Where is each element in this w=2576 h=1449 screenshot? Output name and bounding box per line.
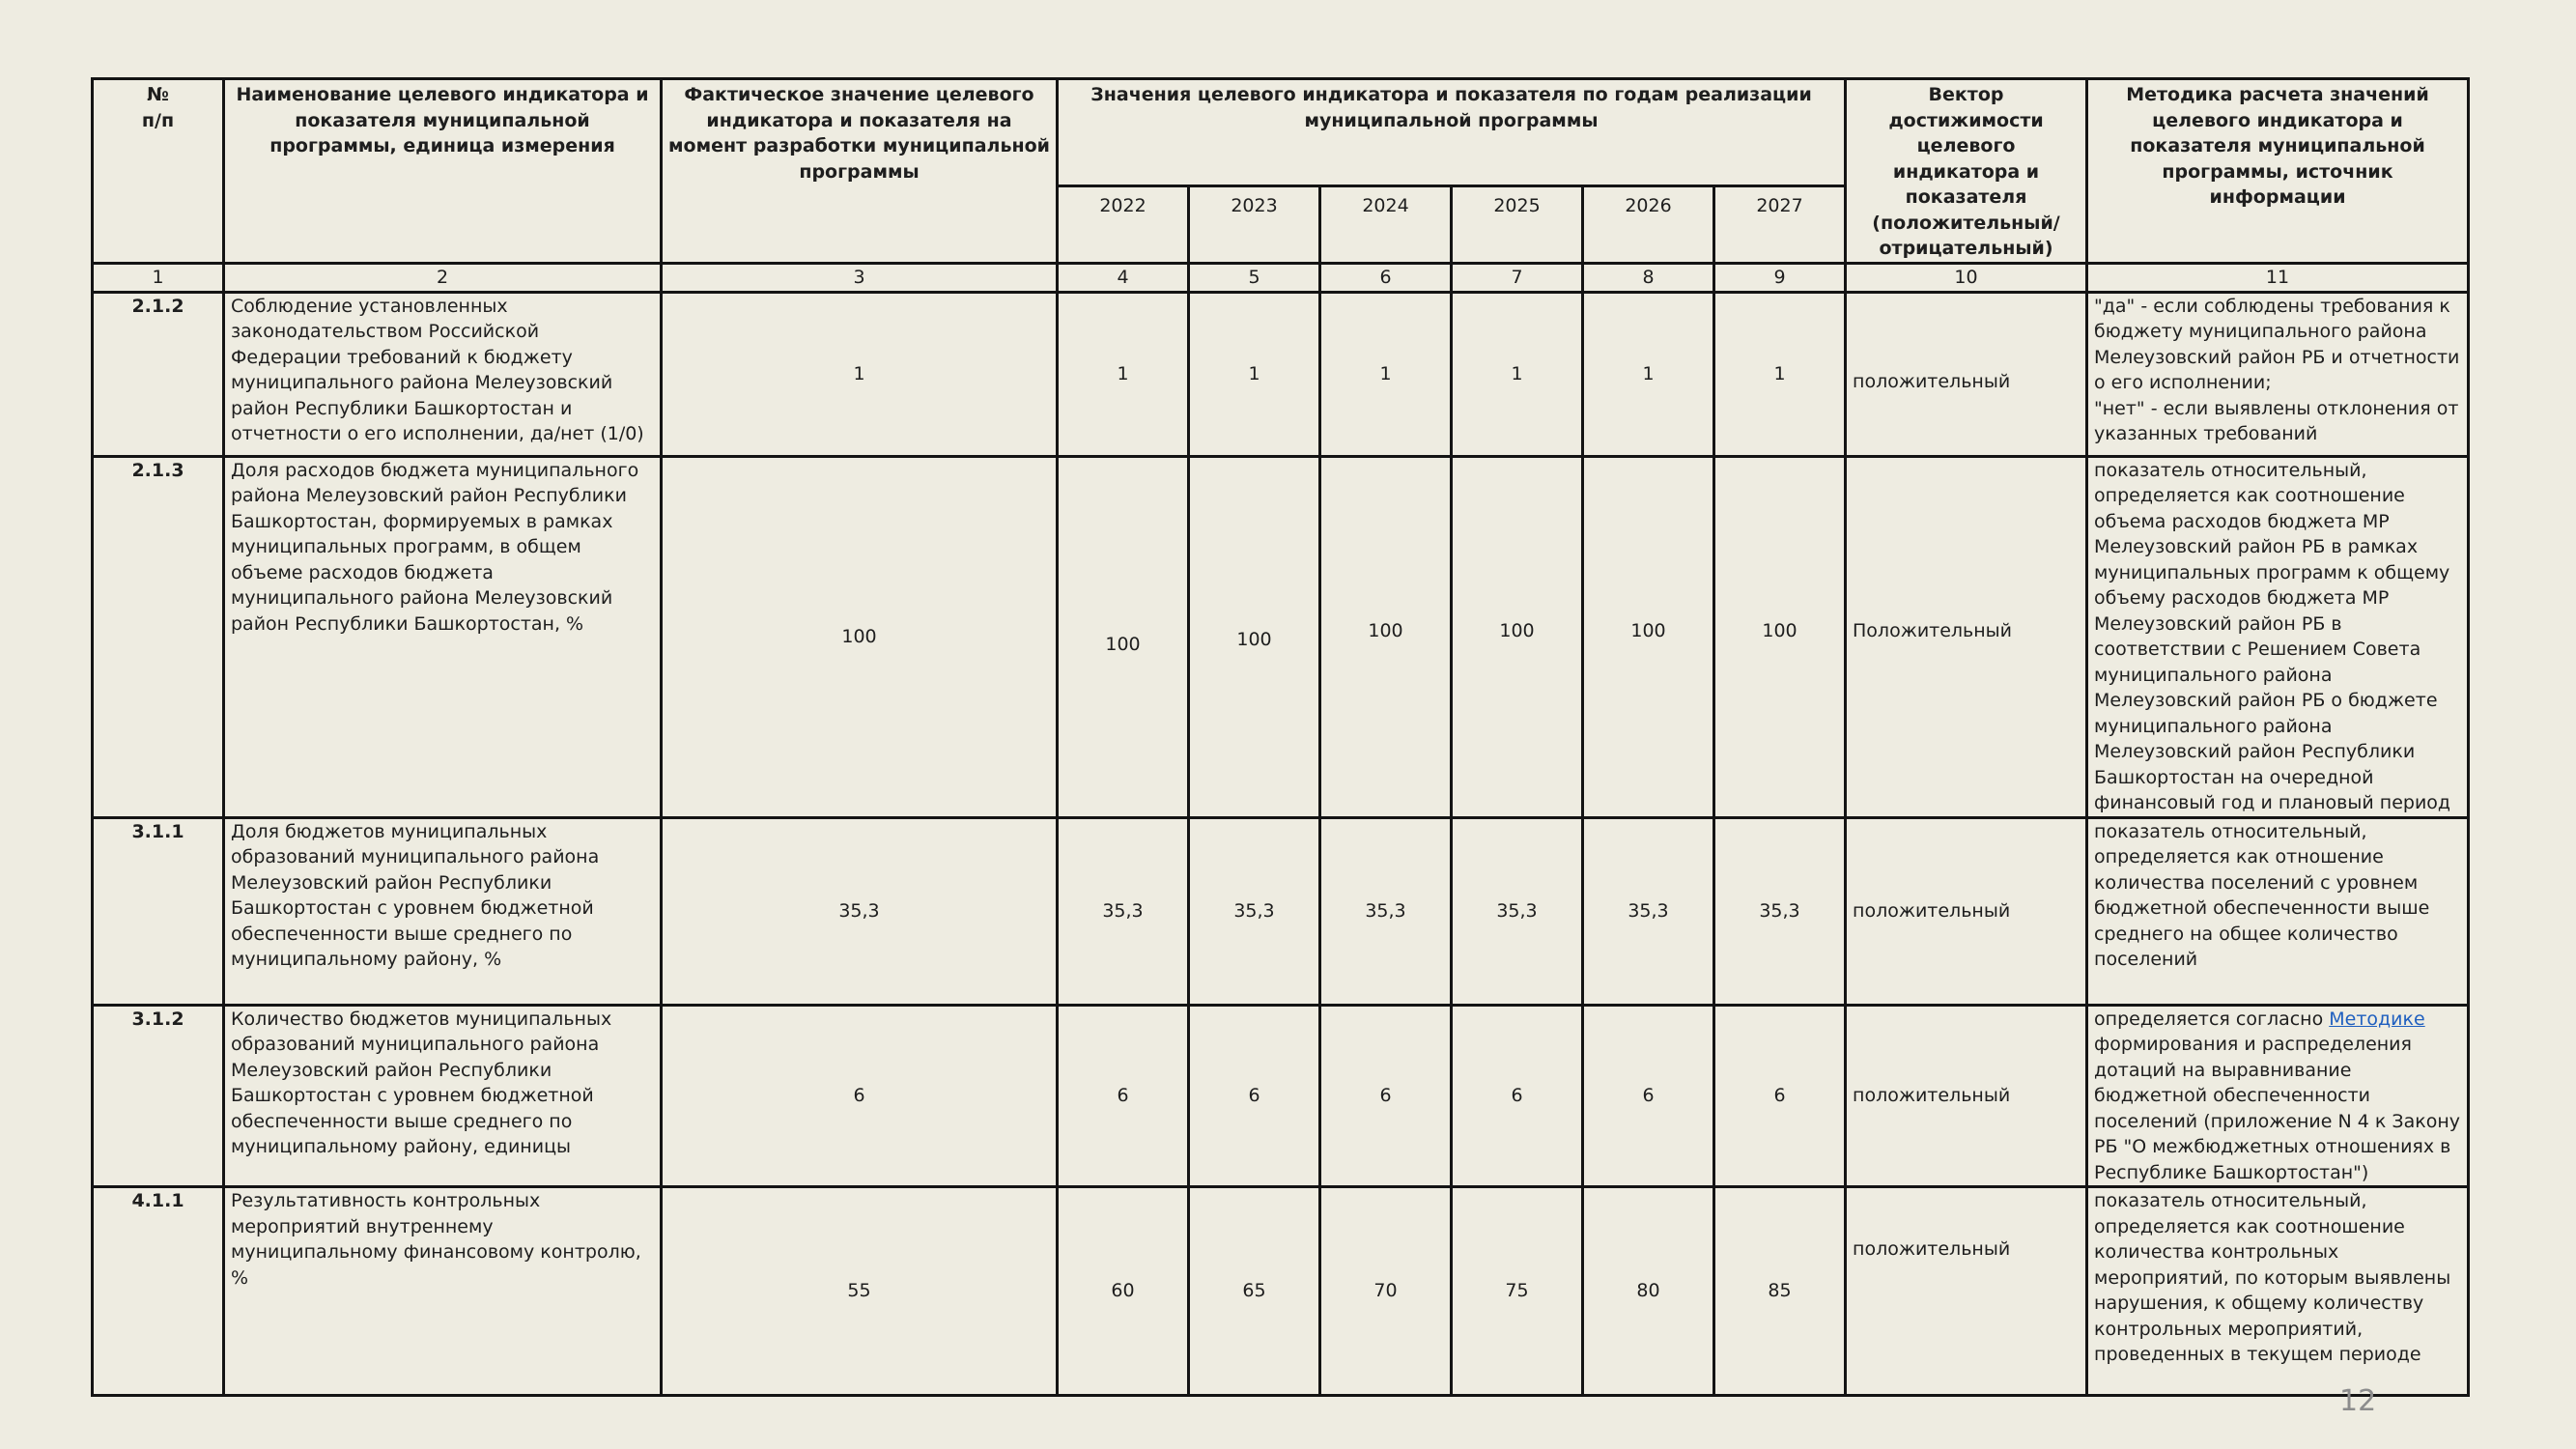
year-value: 60	[1058, 1187, 1189, 1396]
header-num: № п/п	[93, 79, 224, 264]
header-row	[93, 79, 2469, 186]
year-value: 35,3	[1058, 817, 1189, 1005]
header-name: Наименование целевого индикатора и показателя муниципальной программы, единица измерения	[224, 79, 662, 264]
header-year: 2022	[1058, 186, 1189, 263]
column-number: 2	[224, 263, 662, 292]
methodology-link[interactable]: Методике	[2329, 1008, 2425, 1030]
year-value: 1	[1189, 292, 1320, 456]
table-row	[93, 1005, 2469, 1187]
year-value: 100	[1058, 456, 1189, 817]
year-value: 35,3	[1583, 817, 1714, 1005]
indicator-name: Доля бюджетов муниципальных образований муниципального района Мелеузовский район Республики Башкортостан с уровнем бюджетной обеспеченности выше среднего по муниципальному району, %	[224, 817, 662, 1005]
header-years-group: Значения целевого индикатора и показателя по годам реализации муниципальной программы	[1058, 79, 1846, 186]
vector-value: Положительный	[1846, 456, 2087, 817]
header-year: 2023	[1189, 186, 1320, 263]
year-value: 70	[1320, 1187, 1452, 1396]
method-text: формирования и распределения дотаций на выравнивание бюджетной обеспеченности поселений (приложение N 4 к Закону РБ "О межбюджетных отношениях в Республике Башкортостан")	[2094, 1034, 2460, 1183]
year-value: 6	[1583, 1005, 1714, 1187]
method-text: "да" - если соблюдены требования к бюджету муниципального района Мелеузовский район РБ и отчетности о его исполнении; "нет" - если выявлены отклонения от указанных требований	[2087, 292, 2469, 456]
column-number: 11	[2087, 263, 2469, 292]
column-number: 10	[1846, 263, 2087, 292]
actual-value: 35,3	[662, 817, 1058, 1005]
column-number: 6	[1320, 263, 1452, 292]
year-value: 6	[1058, 1005, 1189, 1187]
table-row	[93, 292, 2469, 456]
vector-value: положительный	[1846, 817, 2087, 1005]
year-value: 1	[1058, 292, 1189, 456]
row-number: 2.1.2	[93, 292, 224, 456]
row-number: 3.1.2	[93, 1005, 224, 1187]
year-value: 35,3	[1189, 817, 1320, 1005]
year-value: 75	[1452, 1187, 1583, 1396]
year-value: 85	[1714, 1187, 1846, 1396]
table-row	[93, 817, 2469, 1005]
indicators-table	[91, 77, 2470, 1397]
actual-value: 100	[662, 456, 1058, 817]
year-value: 6	[1320, 1005, 1452, 1187]
header-actual: Фактическое значение целевого индикатора и показателя на момент разработки муниципальной программы	[662, 79, 1058, 264]
method-text: показатель относительный, определяется как соотношение количества контрольных мероприятий, по которым выявлены нарушения, к общему количеству контрольных мероприятий, проведенных в текущем периоде	[2087, 1187, 2469, 1396]
year-value: 6	[1189, 1005, 1320, 1187]
indicator-name: Доля расходов бюджета муниципального района Мелеузовский район Республики Башкортостан, формируемых в рамках муниципальных программ, в общем объеме расходов бюджета муниципального района Мелеузовский район Республики Башкортостан, %	[224, 456, 662, 817]
year-value: 80	[1583, 1187, 1714, 1396]
header-method: Методика расчета значений целевого индикатора и показателя муниципальной программы, источник информации	[2087, 79, 2469, 264]
year-value: 100	[1583, 456, 1714, 817]
table-row	[93, 1187, 2469, 1396]
year-value: 6	[1452, 1005, 1583, 1187]
method-text: показатель относительный, определяется как отношение количества поселений с уровнем бюджетной обеспеченности выше среднего на общее количество поселений	[2087, 817, 2469, 1005]
page-number: 12	[2339, 1384, 2377, 1418]
header-year: 2025	[1452, 186, 1583, 263]
year-value: 35,3	[1452, 817, 1583, 1005]
year-value: 35,3	[1714, 817, 1846, 1005]
column-number: 7	[1452, 263, 1583, 292]
year-value: 1	[1583, 292, 1714, 456]
column-number: 4	[1058, 263, 1189, 292]
year-value: 1	[1320, 292, 1452, 456]
row-number: 2.1.3	[93, 456, 224, 817]
indicator-name: Результативность контрольных мероприятий внутреннему муниципальному финансовому контролю, %	[224, 1187, 662, 1396]
year-value: 1	[1452, 292, 1583, 456]
year-value: 65	[1189, 1187, 1320, 1396]
column-number: 5	[1189, 263, 1320, 292]
header-year: 2027	[1714, 186, 1846, 263]
header-year: 2024	[1320, 186, 1452, 263]
vector-value: положительный	[1846, 292, 2087, 456]
method-text: показатель относительный, определяется как соотношение объема расходов бюджета МР Мелеузовский район РБ в рамках муниципальных программ к общему объему расходов бюджета МР Мелеузовский район РБ в соответствии с Решением Совета муниципального района Мелеузовский район РБ о бюджете муниципального района Мелеузовский район Республики Башкортостан на очередной финансовый год и плановый период	[2087, 456, 2469, 817]
indicator-name: Соблюдение установленных законодательством Российской Федерации требований к бюджету муниципального района Мелеузовский район Республики Башкортостан и отчетности о его исполнении, да/нет (1/0)	[224, 292, 662, 456]
year-value: 100	[1714, 456, 1846, 817]
method-cell	[2087, 1005, 2469, 1187]
year-value: 100	[1189, 456, 1320, 817]
year-value: 100	[1452, 456, 1583, 817]
year-value: 6	[1714, 1005, 1846, 1187]
column-number: 1	[93, 263, 224, 292]
row-number: 4.1.1	[93, 1187, 224, 1396]
vector-value: положительный	[1846, 1005, 2087, 1187]
table-row	[93, 456, 2469, 817]
vector-value: положительный	[1846, 1187, 2087, 1396]
header-year: 2026	[1583, 186, 1714, 263]
year-value: 35,3	[1320, 817, 1452, 1005]
column-number: 8	[1583, 263, 1714, 292]
actual-value: 55	[662, 1187, 1058, 1396]
column-number: 3	[662, 263, 1058, 292]
method-text-prefix: определяется согласно	[2094, 1008, 2330, 1030]
header-vector: Вектор достижимости целевого индикатора и показателя (положительный/отрицательный)	[1846, 79, 2087, 264]
column-number: 9	[1714, 263, 1846, 292]
actual-value: 6	[662, 1005, 1058, 1187]
year-value: 1	[1714, 292, 1846, 456]
year-value: 100	[1320, 456, 1452, 817]
column-number-row	[93, 263, 2469, 292]
indicator-name: Количество бюджетов муниципальных образований муниципального района Мелеузовский район Республики Башкортостан с уровнем бюджетной обеспеченности выше среднего по муниципальному району, единицы	[224, 1005, 662, 1187]
actual-value: 1	[662, 292, 1058, 456]
row-number: 3.1.1	[93, 817, 224, 1005]
